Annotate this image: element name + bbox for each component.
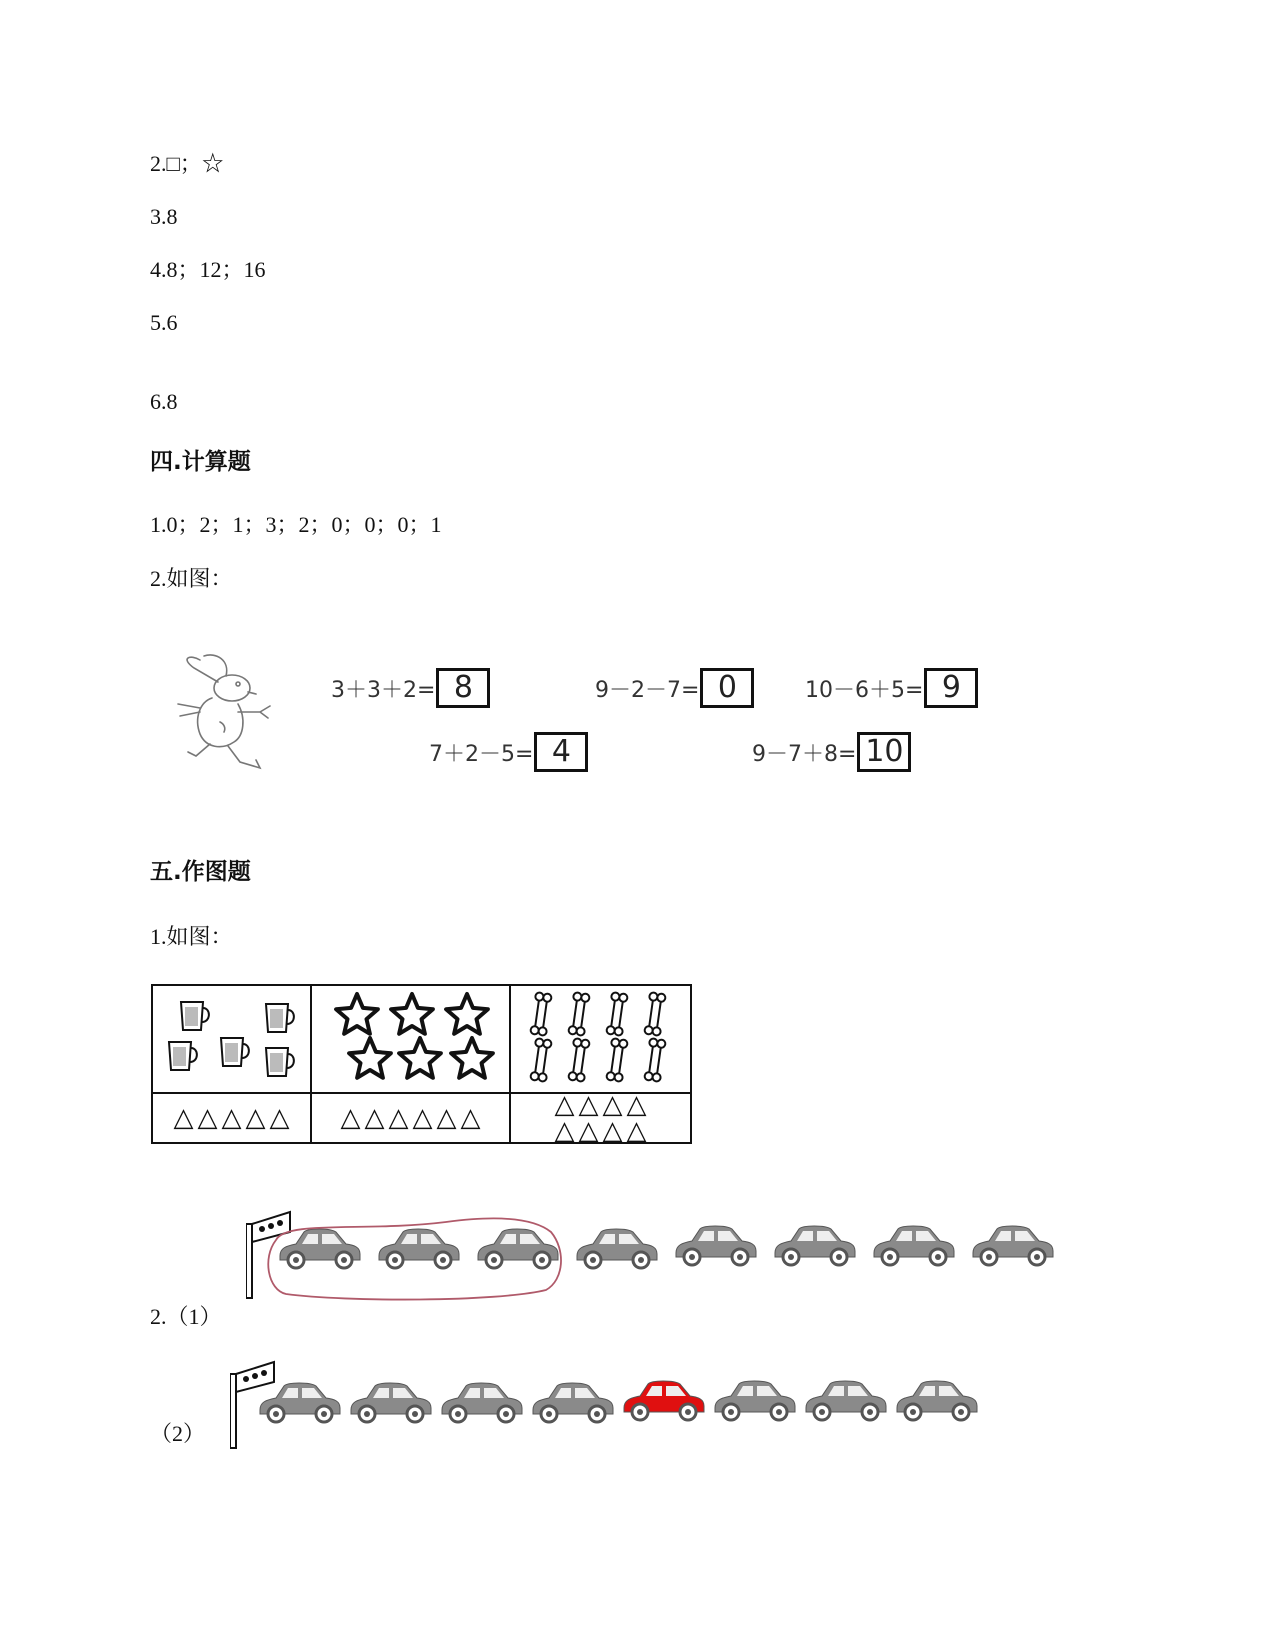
- bone-tally-cell: [509, 1092, 692, 1144]
- cup-icon: [266, 1004, 294, 1032]
- draw-answer-2-2-label: （2）: [150, 1421, 206, 1446]
- equation-5: [752, 732, 911, 772]
- section-4-title: 四.计算题: [150, 449, 251, 475]
- answer-box: 8: [436, 668, 490, 708]
- answer-box: 9: [924, 668, 978, 708]
- triangle-icon: △: [460, 1103, 481, 1133]
- cup-icon: [221, 1038, 249, 1066]
- car-icon: [351, 1383, 431, 1422]
- answer-box: 0: [700, 668, 754, 708]
- cups-group: [153, 986, 310, 1092]
- triangle-icon: △: [221, 1103, 242, 1133]
- car-icon: [379, 1229, 459, 1268]
- answer-4: 4.8；12；16: [150, 257, 266, 282]
- bone-icon: [644, 1038, 666, 1082]
- counting-table: [151, 984, 692, 1144]
- bone-icon: [530, 1038, 552, 1082]
- cups-cell: [151, 984, 312, 1094]
- car-icon: [775, 1226, 855, 1265]
- cars-row-1: [246, 1210, 1096, 1310]
- car-icon: [442, 1383, 522, 1422]
- calc-answer-2-label: 2.如图：: [150, 566, 233, 591]
- cup-icon: [169, 1042, 197, 1070]
- car-icon: [260, 1383, 340, 1422]
- star-icon: [336, 994, 378, 1034]
- triangle-icon: △: [197, 1103, 218, 1133]
- triangle-icon: △: [626, 1090, 647, 1120]
- car-icon: [280, 1229, 360, 1268]
- equation-expression: 9－2－7=: [595, 677, 700, 703]
- equation-expression: 3＋3＋2=: [331, 677, 436, 703]
- triangle-icon: △: [269, 1103, 290, 1133]
- rabbit-icon: [160, 652, 290, 778]
- bone-icon: [568, 992, 590, 1036]
- triangle-icon: △: [340, 1103, 361, 1133]
- triangle-icon: △: [578, 1090, 599, 1120]
- car-icon: [874, 1226, 954, 1265]
- triangle-row: [555, 1118, 647, 1144]
- answer-6: 6.8: [150, 389, 178, 414]
- draw-answer-1-label: 1.如图：: [150, 924, 233, 949]
- cup-icon: [181, 1002, 209, 1030]
- star-icon: [446, 994, 488, 1034]
- bone-icon: [606, 992, 628, 1036]
- bones-cell: [509, 984, 692, 1094]
- car-icon: [806, 1381, 886, 1420]
- equation-expression: 9－7＋8=: [752, 741, 857, 767]
- car-icon: [577, 1229, 657, 1268]
- section-5-title: 五.作图题: [150, 859, 251, 885]
- triangle-icon: △: [602, 1116, 623, 1146]
- triangle-icon: △: [388, 1103, 409, 1133]
- triangle-icon: △: [173, 1103, 194, 1133]
- triangle-row: [174, 1105, 290, 1131]
- equation-4: [429, 732, 588, 772]
- triangle-row: [341, 1105, 481, 1131]
- triangle-icon: △: [554, 1090, 575, 1120]
- star-icon: [451, 1038, 493, 1078]
- car-icon: [533, 1383, 613, 1422]
- answer-box: 4: [534, 732, 588, 772]
- star-tally-cell: [310, 1092, 511, 1144]
- equation-3: [805, 668, 978, 708]
- cup-tally-cell: [151, 1092, 312, 1144]
- car-icon: [676, 1226, 756, 1265]
- bone-icon: [530, 992, 552, 1036]
- calc-answer-1: 1.0；2；1；3；2；0；0；0；1: [150, 512, 442, 537]
- triangle-icon: △: [626, 1116, 647, 1146]
- cars-row-2: [230, 1350, 1030, 1450]
- triangle-icon: △: [412, 1103, 433, 1133]
- star-icon: [399, 1038, 441, 1078]
- triangle-icon: △: [602, 1090, 623, 1120]
- stars-cell: [310, 984, 511, 1094]
- car-icon: [973, 1226, 1053, 1265]
- triangle-icon: △: [364, 1103, 385, 1133]
- answer-2: 2.□；☆: [150, 151, 224, 176]
- car-icon: [715, 1381, 795, 1420]
- red-car-icon: [624, 1381, 704, 1420]
- car-icon: [897, 1381, 977, 1420]
- equation-1: [331, 668, 490, 708]
- answer-3: 3.8: [150, 204, 178, 229]
- stars-group: [312, 986, 509, 1092]
- bones-group: [511, 986, 690, 1092]
- bone-icon: [644, 992, 666, 1036]
- answer-box: 10: [857, 732, 911, 772]
- triangle-icon: △: [245, 1103, 266, 1133]
- star-icon: [349, 1038, 391, 1078]
- star-icon: [391, 994, 433, 1034]
- cup-icon: [266, 1048, 294, 1076]
- draw-answer-2-1-label: 2.（1）: [150, 1304, 222, 1329]
- triangle-icon: △: [554, 1116, 575, 1146]
- equation-expression: 10－6＋5=: [805, 677, 924, 703]
- car-icon: [478, 1229, 558, 1268]
- equation-expression: 7＋2－5=: [429, 741, 534, 767]
- triangle-icon: △: [436, 1103, 457, 1133]
- answer-5: 5.6: [150, 310, 178, 335]
- bone-icon: [568, 1038, 590, 1082]
- equation-2: [595, 668, 754, 708]
- bone-icon: [606, 1038, 628, 1082]
- triangle-icon: △: [578, 1116, 599, 1146]
- triangle-row: [555, 1092, 647, 1118]
